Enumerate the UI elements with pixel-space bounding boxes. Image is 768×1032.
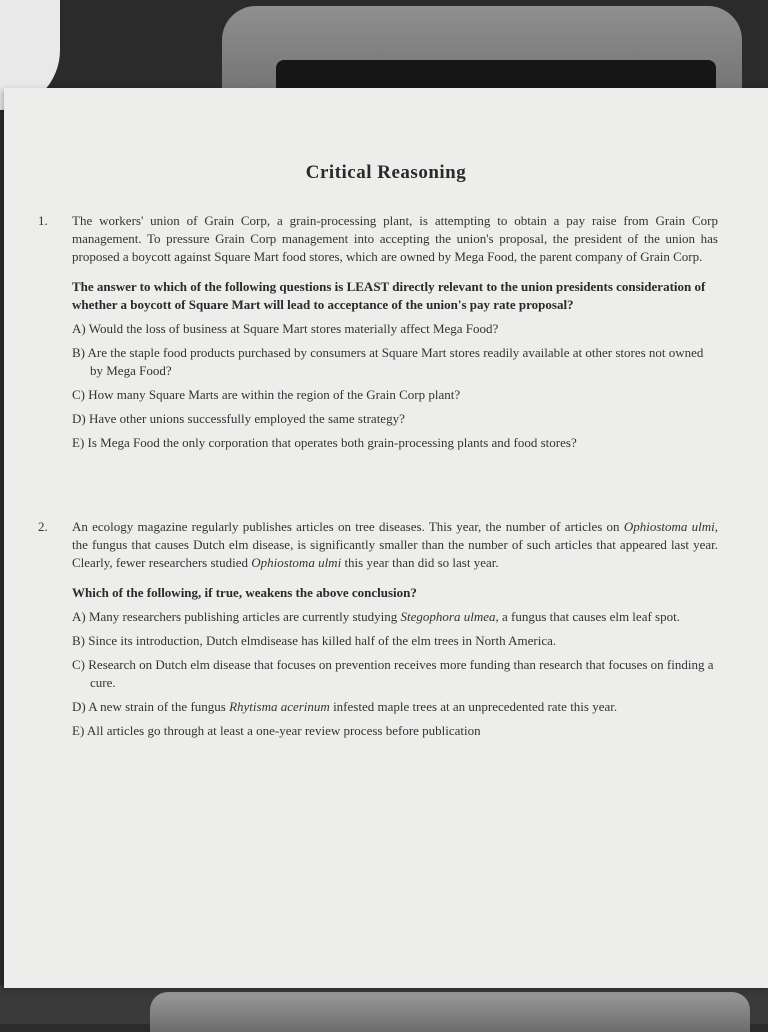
option-letter: A) [72,321,86,336]
option-letter: B) [72,633,85,648]
worksheet-paper [4,88,768,988]
option-letter: C) [72,657,85,672]
question-2 [38,518,718,740]
answer-option-c [72,656,718,692]
species-name: Stegophora ulmea [400,609,496,624]
option-text: Have other unions successfully employed the same strategy? [88,411,405,426]
option-letter: E) [72,435,85,450]
option-letter: D) [72,411,86,426]
option-text: Would the loss of business at Square Mart stores materially affect Mega Food? [88,321,499,336]
option-letter: D) [72,699,86,714]
answer-option-a [72,320,718,338]
option-text: All articles go through at least a one-year review process before publication [86,723,481,738]
stem-text: , the fungus that causes Dutch elm disease, is significantly smaller than the number of such articles that appeared last year. Clearly, fewer researchers studied [72,519,718,570]
answer-option-e [72,722,718,740]
species-name: Rhytisma acerinum [229,699,330,714]
question-stem [72,518,718,572]
option-text: How many Square Marts are within the region of the Grain Corp plant? [88,387,461,402]
question-stem: The workers' union of Grain Corp, a grain-processing plant, is attempting to obtain a pay raise from Grain Corp management. To pressure Grain Corp management into accepting the union's proposal, the president of the union has proposed a boycott against Square Mart food stores, which are owned by Mega Food, the parent company of Grain Corp. [72,213,718,264]
question-number: 1. [38,213,48,228]
species-name: Ophiostoma ulmi [623,519,715,534]
page-title: Critical Reasoning [305,162,467,183]
option-text: Are the staple food products purchased by consumers at Square Mart stores readily available at other stores not owned by Mega Food? [87,345,704,378]
answer-option-e [72,434,718,452]
answer-option-b [72,344,718,380]
answer-option-a [72,608,718,626]
option-letter: C) [72,387,85,402]
option-text: Since its introduction, Dutch elmdisease has killed half of the elm trees in North America. [88,633,557,648]
answer-option-d [72,410,718,428]
option-letter: B) [72,345,85,360]
species-name: Ophiostoma ulmi [251,555,342,570]
option-letter: A) [72,609,86,624]
stem-text: this year than did so last year. [341,555,499,570]
question-prompt: Which of the following, if true, weakens the above conclusion? [72,585,417,600]
laptop-edge [150,992,750,1032]
answer-option-d [72,698,718,716]
option-text: Many researchers publishing articles are currently studying [88,609,401,624]
option-letter: E) [72,723,85,738]
answer-option-b [72,632,718,650]
option-text: A new strain of the fungus [88,699,230,714]
option-text: , a fungus that causes elm leaf spot. [495,609,680,624]
question-prompt: The answer to which of the following questions is LEAST directly relevant to the union presidents consideration of whether a boycott of Square Mart will lead to acceptance of the union's pay rate proposal? [72,279,706,312]
question-number: 2. [38,519,48,534]
option-text: Is Mega Food the only corporation that operates both grain-processing plants and food stores? [87,435,577,450]
option-text: Research on Dutch elm disease that focuses on prevention receives more funding than research that focuses on finding a cure. [88,657,714,690]
question-1 [38,212,718,452]
answer-option-c [72,386,718,404]
option-text: infested maple trees at an unprecedented rate this year. [329,699,618,714]
stem-text: An ecology magazine regularly publishes articles on tree diseases. This year, the number of articles on [72,519,624,534]
